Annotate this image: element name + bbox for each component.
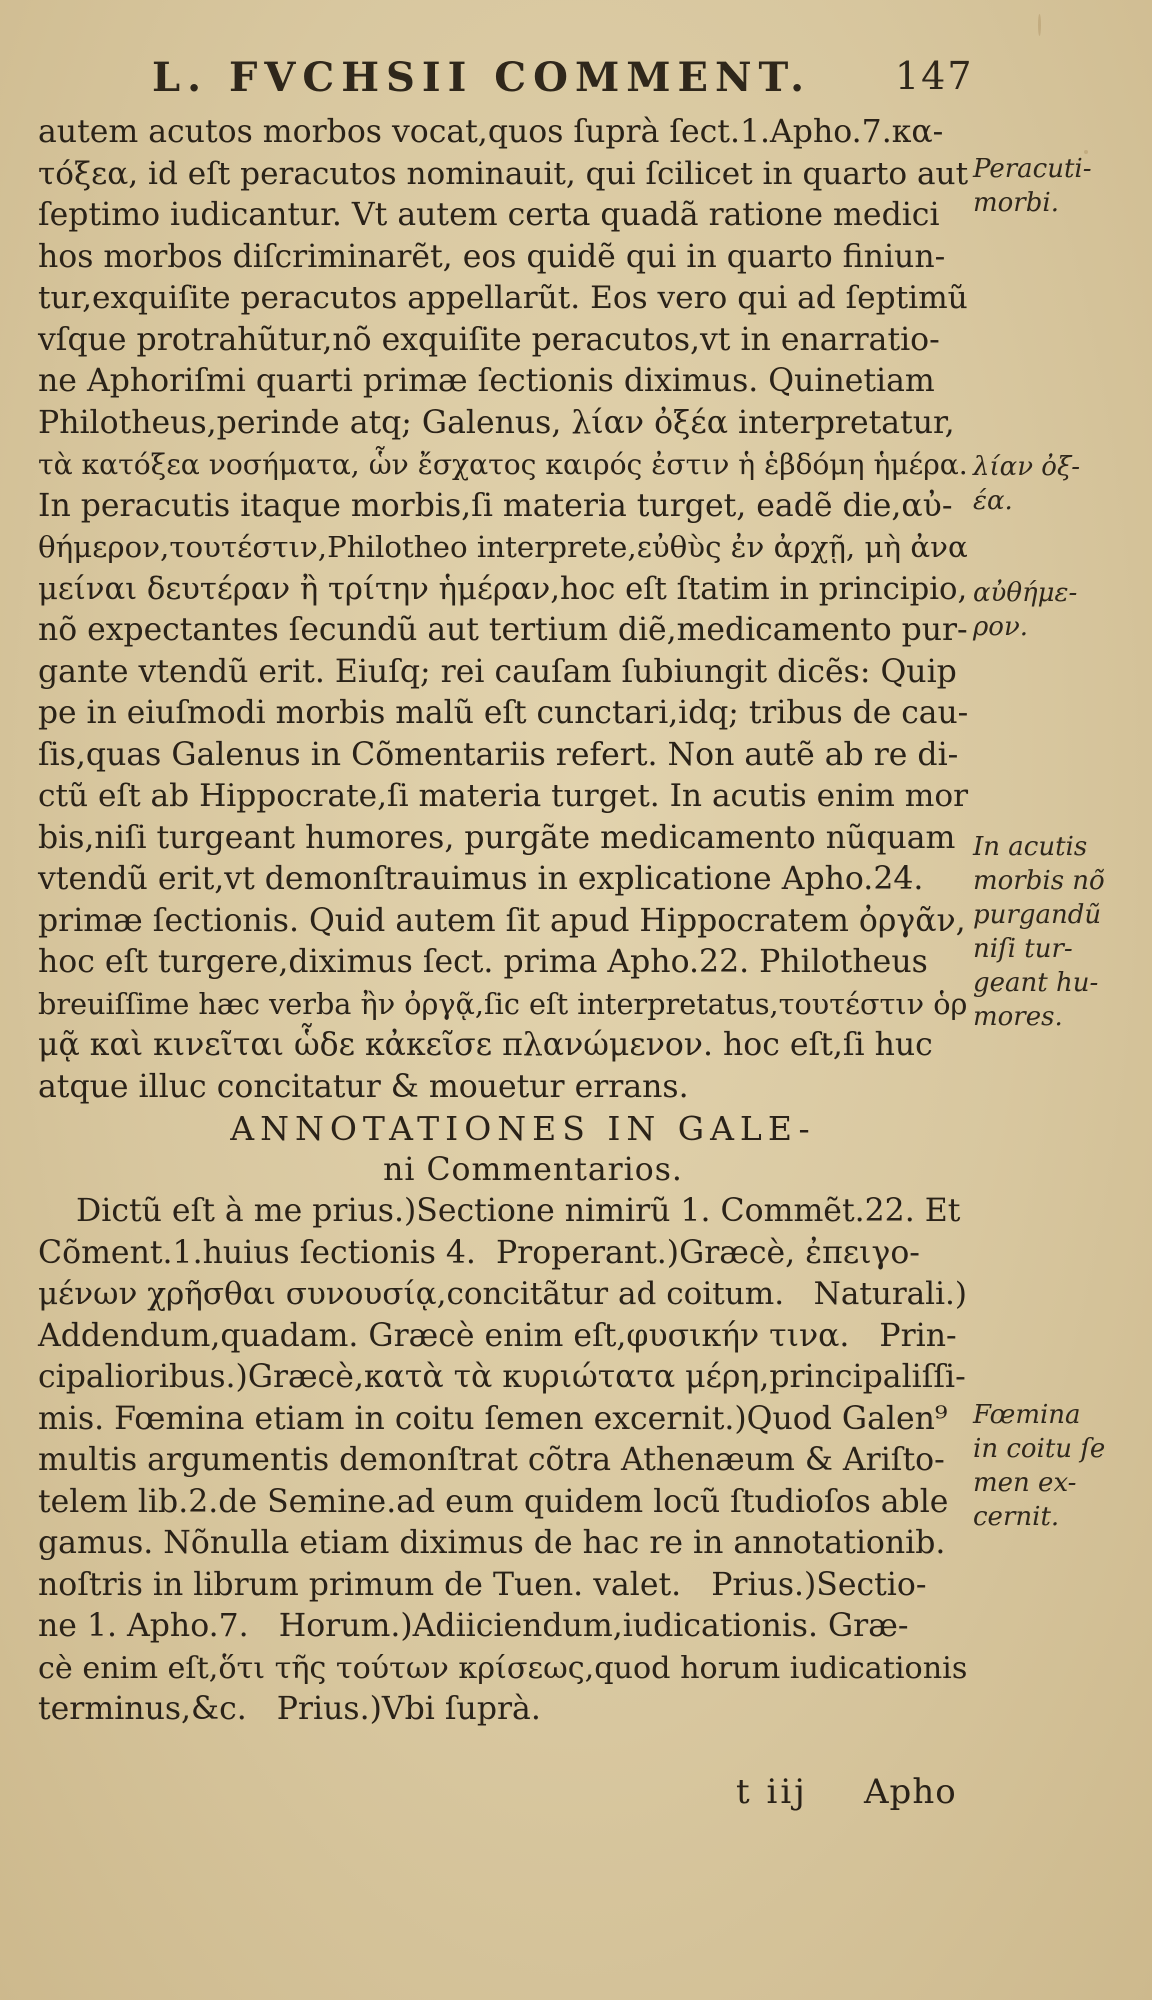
text-line: Philotheus,perinde atq; Galenus, λίαν ὀξέα interpretatur, — [38, 404, 955, 441]
text-line: θήμερον,τουτέστιν,Philotheo interprete,εὐθὺς ἐν ἀρχῇ, μὴ ἀνα — [38, 530, 968, 564]
annotation-line: mis. Fœmina etiam in coitu ſemen excernit.)Quod Galen⁹ — [38, 1400, 948, 1437]
annotation-line: cè enim eſt,ὅτι τῆς τούτων κρίσεως,quod horum iudicationis — [38, 1650, 968, 1686]
running-title: L. FVCHSII COMMENT. — [152, 54, 812, 101]
signature-mark: t iij — [736, 1772, 808, 1812]
text-line: ctũ eſt ab Hippocrate,ſi materia turget. In acutis enim mor — [38, 778, 969, 814]
annotation-line: terminus,&c. Prius.)Vbi ſuprà. — [38, 1691, 541, 1727]
annotation-line: ne 1. Apho.7. Horum.)Adiiciendum,iudicationis. Græ- — [38, 1608, 909, 1644]
margin-note-authemeron — [973, 576, 1148, 644]
text-line: vtendũ erit,vt demonſtrauimus in explicatione Apho.24. — [38, 861, 924, 897]
page-footer — [0, 1768, 1152, 1818]
margin-note-peracuti — [973, 152, 1148, 220]
annotation-line: multis argumentis demonſtrat cõtra Athenæum & Ariſto- — [38, 1442, 945, 1478]
margin-note-in-acutis — [973, 830, 1148, 1034]
text-line: τόξεα, id eſt peracutos nominauit, qui ſcilicet in quarto aut — [38, 155, 969, 192]
margin-note-line: Peracuti- — [973, 154, 1092, 184]
margin-note-line: morbis nõ — [973, 866, 1105, 896]
annotation-line: telem lib.2.de Semine.ad eum quidem locũ ſtudioſos able — [38, 1483, 949, 1520]
page-number: 147 — [895, 54, 974, 98]
main-text-block — [38, 112, 968, 1731]
text-line: hoc eſt turgere,diximus ſect. prima Apho.22. Philotheus — [38, 944, 928, 980]
annotation-line: noſtris in librum primum de Tuen. valet. Prius.)Sectio- — [38, 1566, 927, 1603]
text-line: ne Aphoriſmi quarti primæ ſectionis diximus. Quinetiam — [38, 363, 935, 399]
catchword: Apho — [864, 1772, 957, 1812]
section-heading: ANNOTATIONES IN GALE- — [230, 1109, 816, 1148]
margin-note-line: ρον. — [973, 612, 1029, 642]
text-line: breuiſſime hæc verba ἢν ὀργᾷ,ſic eſt interpretatus,τουτέστιν ὁρ — [38, 986, 968, 1021]
page-header — [0, 50, 1152, 100]
text-line: In peracutis itaque morbis,ſi materia turget, eadẽ die,αὐ- — [38, 487, 953, 524]
text-line: ſeptimo iudicantur. Vt autem certa quadã ratione medici — [38, 197, 940, 233]
text-line: bis,niſi turgeant humores, purgãte medicamento nũquam — [38, 819, 956, 856]
margin-note-line: morbi. — [973, 188, 1059, 218]
text-line: μᾷ καὶ κινεῖται ὧδε κἀκεῖσε πλανώμενον. hoc eſt,ſi huc — [38, 1027, 933, 1063]
margin-note-line: έα. — [973, 486, 1013, 516]
margin-note-line: In acutis — [973, 832, 1088, 862]
margin-note-line: niſi tur- — [973, 934, 1073, 964]
margin-note-line: men ex- — [973, 1468, 1077, 1498]
margin-note-line: αὐθήμε- — [973, 578, 1078, 608]
margin-note-line: geant hu- — [973, 968, 1099, 998]
annotation-line: cipalioribus.)Græcè,κατὰ τὰ κυριώτατα μέρη,principaliſſi- — [38, 1359, 966, 1395]
paper-speck — [1038, 14, 1041, 36]
text-line: autem acutos morbos vocat,quos ſuprà ſect.1.Apho.7.κα- — [38, 114, 944, 150]
text-line: μείναι δευτέραν ἢ τρίτην ἡμέραν,hoc eſt ſtatim in principio, — [38, 571, 968, 607]
margin-note-line: cernit. — [973, 1502, 1060, 1532]
margin-note-line: mores. — [973, 1002, 1063, 1032]
margin-note-line: Fœmina — [973, 1400, 1081, 1430]
text-line: atque illuc concitatur & mouetur errans. — [38, 1068, 689, 1105]
text-line: nõ expectantes ſecundũ aut tertium diẽ,medicamento pur- — [38, 612, 968, 648]
annotation-line: Cõment.1.huius ſectionis 4. Properant.)Græcè, ἐπειγο- — [38, 1234, 920, 1271]
text-line: pe in eiuſmodi morbis malũ eſt cunctari,idq; tribus de cau- — [38, 695, 969, 731]
text-line: τὰ κατόξεα νοσήματα, ὧν ἔσχατος καιρός ἐστιν ἡ ἑβδόμη ἡμέρα. — [38, 448, 968, 481]
text-line: vſque protrahũtur,nõ exquiſite peracutos,vt in enarratio- — [38, 321, 940, 358]
text-line: hos morbos diſcriminarẽt, eos quidẽ qui in quarto finiun- — [38, 238, 946, 275]
text-line: gante vtendũ erit. Eiuſq; rei cauſam ſubiungit dicẽs: Quip — [38, 653, 957, 690]
text-line: primæ ſectionis. Quid autem ſit apud Hippocratem ὀργᾶν, — [38, 902, 966, 939]
margin-note-line: in coitu ſe — [973, 1434, 1106, 1464]
margin-note-line: purgandũ — [973, 900, 1102, 930]
margin-note-line: λίαν ὀξ- — [973, 452, 1081, 482]
annotation-line: Dictũ eſt à me prius.)Sectione nimirũ 1. Commẽt.22. Et — [76, 1193, 961, 1229]
annotation-line: gamus. Nõnulla etiam diximus de hac re in annotationib. — [38, 1525, 946, 1561]
text-line: ſis,quas Galenus in Cõmentariis refert. Non autẽ ab re di- — [38, 736, 959, 773]
margin-note-foemina — [973, 1398, 1148, 1534]
margin-note-lian-oxea — [973, 450, 1148, 518]
annotation-line: μένων χρῆσθαι συνουσίᾳ,concitãtur ad coitum. Naturali.) — [38, 1276, 968, 1312]
section-subheading: ni Commentarios. — [383, 1151, 683, 1188]
annotation-line: Addendum,quadam. Græcè enim eſt,φυσικήν τινα. Prin- — [38, 1317, 957, 1354]
text-line: tur,exquiſite peracutos appellarũt. Eos vero qui ad ſeptimũ — [38, 280, 968, 316]
